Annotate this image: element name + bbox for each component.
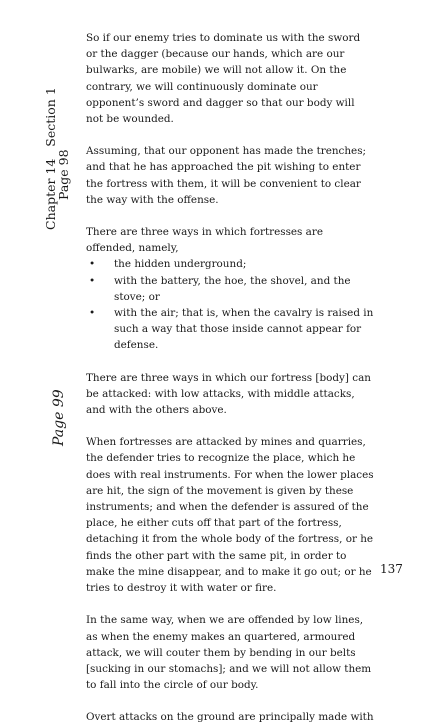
page-number: 137: [380, 562, 403, 576]
paragraph-2: Assuming, that our opponent has made the trenches; and that he has approached the pit wishing to enter the fortress with them, it will be convenient to clear the way with the offense.: [86, 145, 367, 206]
body-text: [86, 30, 374, 726]
paragraph-1: So if our enemy tries to dominate us with the sword or the dagger (because our hands, which are our bulwarks, are mobile) we will not allow it. On the contrary, we will continuously dominate our opponent’s sword and dagger so that our body will not be wounded.: [86, 32, 361, 126]
bullet-item: • the hidden underground;: [86, 256, 374, 272]
paragraph-5: When fortresses are attacked by mines and quarries, the defender tries to recognize the place, which he does with real instruments. For when the lower places are hit, the sign of the movement is given by these instruments; and when the defender is assured of the place, he either cuts off that part of the fortress, detaching it from the whole body of the fortress, or he finds the other part with the same pit, in order to make the mine disappear, and to make it go out; or he tries to destroy it with water or fire.: [86, 436, 374, 595]
bullet-icon: •: [89, 274, 96, 287]
bullet-icon: •: [89, 307, 96, 320]
bullet-item: • with the air; that is, when the cavalry is raised in such a way that those inside cannot appear for defense.: [89, 307, 374, 352]
bullet-item: • with the battery, the hoe, the shovel, and the stove; or: [89, 274, 351, 303]
paragraph-6: In the same way, when we are offended by low lines, as when the enemy makes an quartered, armoured attack, we will couter them by bending in our belts [sucking in our stomachs]; and we will not allow them to fall into the circle of our body.: [86, 614, 372, 692]
chapter-label: Chapter 14: [43, 158, 58, 230]
section-label: Section 1: [43, 87, 58, 147]
paragraph-4: There are three ways in which our fortress [body] can be attacked: with low attacks, with middle attacks, and with the others above.: [86, 371, 371, 417]
bullet-list: [86, 256, 374, 353]
page-98-note: Page 98: [56, 149, 71, 200]
bullet-icon: •: [89, 258, 96, 271]
paragraph-3: There are three ways in which fortresses are offended, namely,: [86, 226, 323, 255]
paragraph-7: Overt attacks on the ground are principally made with: [86, 711, 374, 724]
page-99-note: Page 99: [51, 389, 67, 446]
